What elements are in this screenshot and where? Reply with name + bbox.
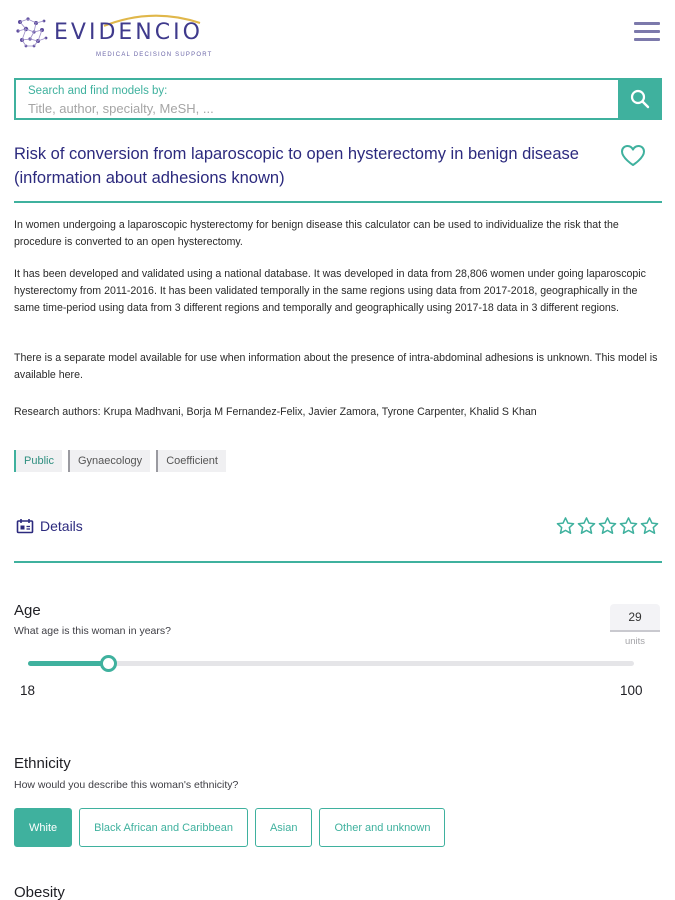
star-icon[interactable] xyxy=(619,516,638,536)
tag-coefficient[interactable]: Coefficient xyxy=(156,450,226,472)
search-box xyxy=(14,78,618,120)
ethnicity-question-title: Ethnicity xyxy=(14,755,71,772)
evidencio-logo[interactable] xyxy=(14,12,214,58)
logo-tagline: MEDICAL DECISION SUPPORT xyxy=(96,52,213,58)
age-question-help: What age is this woman in years? xyxy=(14,625,171,637)
ethnicity-options xyxy=(14,808,445,847)
tag-public[interactable]: Public xyxy=(14,450,62,472)
ethnicity-question-help: How would you describe this woman's ethnicity? xyxy=(14,779,239,791)
star-icon[interactable] xyxy=(640,516,659,536)
ethnicity-option-black-african-and-caribbean[interactable]: Black African and Caribbean xyxy=(79,808,248,847)
age-question-title: Age xyxy=(14,602,41,619)
search-icon xyxy=(630,89,650,109)
age-slider-min-label: 18 xyxy=(20,683,36,698)
star-icon[interactable] xyxy=(556,516,575,536)
description-paragraph: It has been developed and validated using a national database. It was developed in data from 28,806 women under going laparoscopic hysterectomy from 2011-2016. It has been validated temporally in the same regions using data from 2017-2018, geographically in the same time-period using data from 3 different regions and temporally and geographically using 2017-18 data in 3 different regions. xyxy=(14,268,646,314)
age-slider-max-label: 100 xyxy=(620,683,643,698)
research-authors: Research authors: Krupa Madhvani, Borja M Fernandez-Felix, Javier Zamora, Tyrone Carpenter, Khalid S Khan xyxy=(14,406,537,418)
age-slider-track[interactable] xyxy=(28,661,634,666)
tag-gynaecology[interactable]: Gynaecology xyxy=(68,450,150,472)
description-paragraph: In women undergoing a laparoscopic hysterectomy for benign disease this calculator can be used to individualize the risk that the procedure is converted to an open hysterectomy. xyxy=(14,219,619,248)
age-value-input[interactable] xyxy=(610,604,660,632)
star-icon[interactable] xyxy=(577,516,596,536)
search-button[interactable] xyxy=(618,78,662,120)
logo-wordmark: EVIDENCIO xyxy=(54,20,203,45)
star-rating[interactable] xyxy=(556,516,659,536)
model-title: Risk of conversion from laparoscopic to open hysterectomy in benign disease (information about adhesions known) xyxy=(14,145,579,187)
details-icon xyxy=(16,518,34,534)
search-label: Search and find models by: xyxy=(28,85,168,97)
hamburger-menu-button[interactable] xyxy=(634,22,660,42)
age-slider-thumb[interactable] xyxy=(100,655,117,672)
logo-network-icon xyxy=(14,16,50,48)
search-input[interactable] xyxy=(28,100,598,116)
details-label: Details xyxy=(40,518,83,534)
title-divider xyxy=(14,201,662,203)
ethnicity-option-white[interactable]: White xyxy=(14,808,72,847)
ethnicity-option-asian[interactable]: Asian xyxy=(255,808,313,847)
obesity-question-title: Obesity xyxy=(14,884,65,900)
ethnicity-option-other-and-unknown[interactable]: Other and unknown xyxy=(319,808,445,847)
star-icon[interactable] xyxy=(598,516,617,536)
hamburger-menu-icon xyxy=(634,22,660,25)
age-slider-fill xyxy=(28,661,109,666)
description-paragraph: There is a separate model available for use when information about the presence of intra-abdominal adhesions is unknown. This model is available here. xyxy=(14,352,658,381)
details-toggle[interactable] xyxy=(16,518,83,534)
tag-list xyxy=(14,450,226,472)
heart-icon[interactable] xyxy=(620,144,646,168)
age-unit-label: units xyxy=(624,636,646,647)
details-divider xyxy=(14,561,662,563)
